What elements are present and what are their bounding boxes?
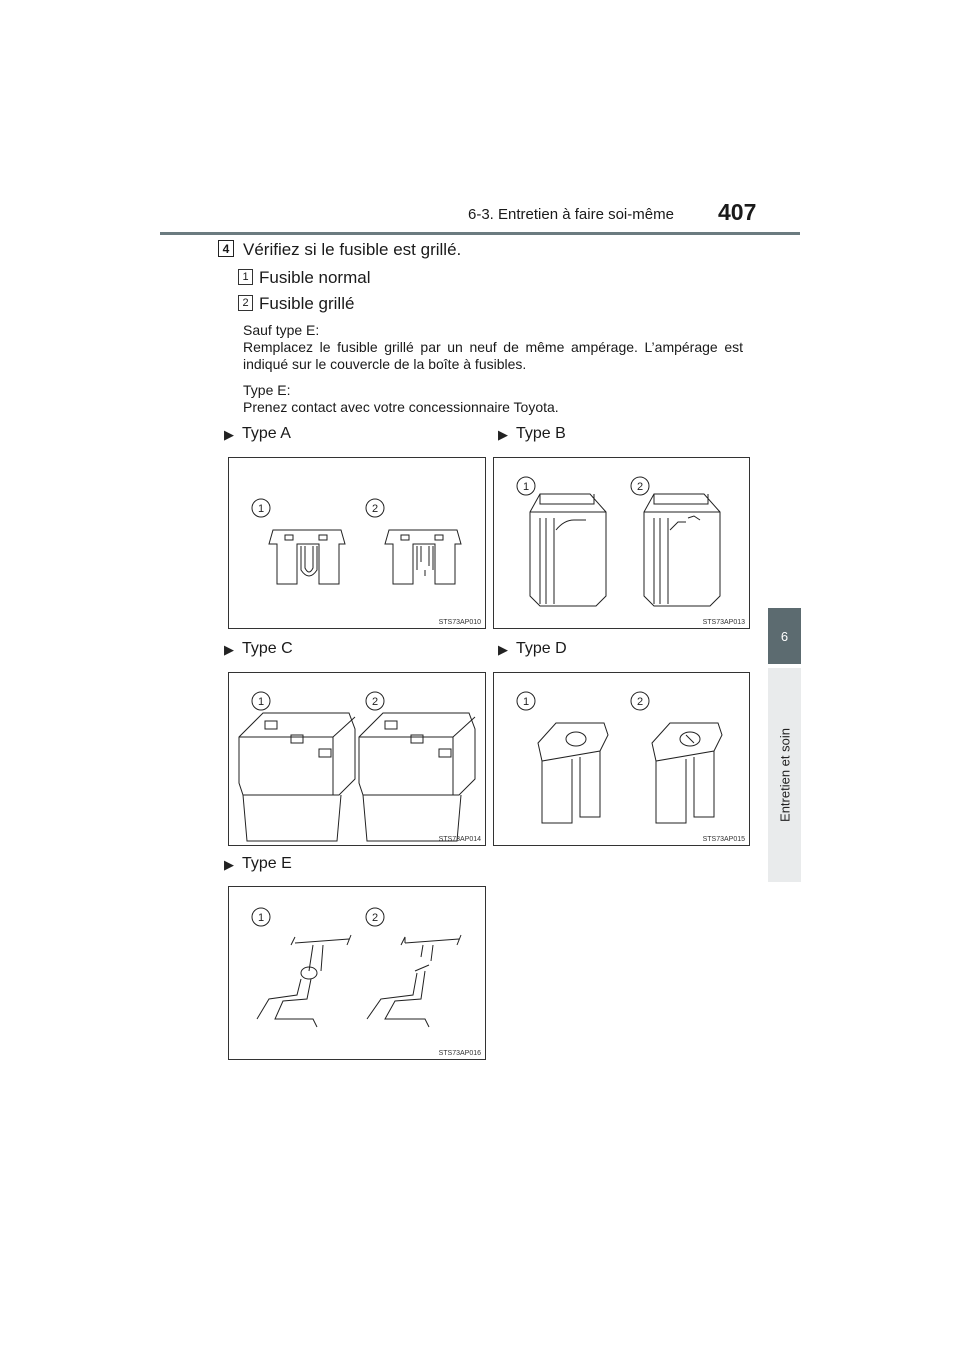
callout-1: 1 — [522, 481, 530, 493]
callout-1: 1 — [257, 503, 265, 515]
type-e-label: Type E — [242, 855, 292, 872]
step-title: Vérifiez si le fusible est grillé. — [243, 240, 462, 259]
chapter-label: Entretien et soin — [777, 728, 792, 822]
callout-2: 2 — [371, 912, 379, 924]
figure-type-d — [493, 672, 750, 846]
item-blown-fuse: Fusible grillé — [259, 294, 355, 313]
note-sauf-label: Sauf type E: — [243, 322, 320, 338]
triangle-bullet-icon: ▶ — [224, 642, 234, 657]
figure-type-c — [228, 672, 486, 846]
callout-box-1: 1 — [238, 269, 253, 285]
figure-code: STS73AP013 — [702, 619, 745, 626]
note-sauf-text: Remplacez le fusible grillé par un neuf de même ampérage. L’ampérage est indiqué sur le couvercle de la boîte à fusibles. — [243, 339, 743, 372]
figure-code: STS73AP014 — [438, 836, 481, 843]
triangle-bullet-icon: ▶ — [498, 427, 508, 442]
callout-1: 1 — [522, 696, 530, 708]
figure-code: STS73AP016 — [438, 1050, 481, 1057]
figure-type-e — [228, 886, 486, 1060]
figure-code: STS73AP010 — [438, 619, 481, 626]
figure-type-a — [228, 457, 486, 629]
chapter-number: 6 — [780, 628, 789, 644]
callout-2: 2 — [371, 503, 379, 515]
note-type-e-text: Prenez contact avec votre concessionnaire Toyota. — [243, 399, 559, 415]
page-number: 407 — [718, 199, 757, 225]
figure-type-b — [493, 457, 750, 629]
callout-1: 1 — [257, 696, 265, 708]
header-rule — [160, 232, 800, 235]
triangle-bullet-icon: ▶ — [498, 642, 508, 657]
callout-2: 2 — [636, 696, 644, 708]
section-title: 6-3. Entretien à faire soi-même — [468, 206, 674, 223]
type-d-label: Type D — [516, 640, 567, 657]
item-normal-fuse: Fusible normal — [259, 268, 371, 287]
callout-1: 1 — [257, 912, 265, 924]
callout-box-2: 2 — [238, 295, 253, 311]
triangle-bullet-icon: ▶ — [224, 857, 234, 872]
note-type-e-label: Type E: — [243, 382, 291, 398]
chapter-tab — [768, 668, 801, 882]
figure-code: STS73AP015 — [702, 836, 745, 843]
type-b-label: Type B — [516, 425, 566, 442]
type-c-label: Type C — [242, 640, 293, 657]
triangle-bullet-icon: ▶ — [224, 427, 234, 442]
step-number-box: 4 — [218, 240, 234, 257]
type-a-label: Type A — [242, 425, 291, 442]
callout-2: 2 — [371, 696, 379, 708]
chapter-tab-number — [768, 608, 801, 664]
callout-2: 2 — [636, 481, 644, 493]
